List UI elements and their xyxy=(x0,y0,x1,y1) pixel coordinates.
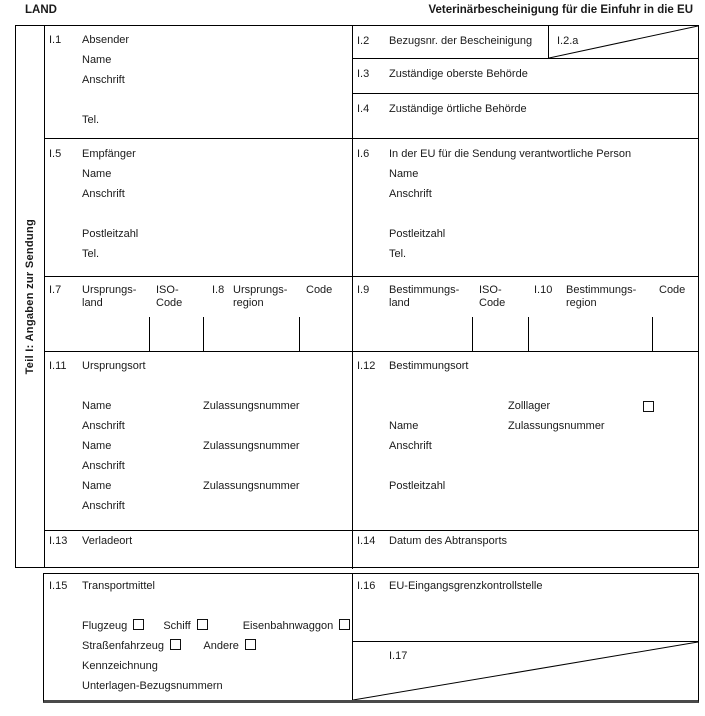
field-number-i10: I.10 xyxy=(534,284,553,296)
part1-label: Teil I: Angaben zur Sendung xyxy=(24,218,36,375)
field-number-i1: I.1 xyxy=(49,34,62,46)
i11-entry-row: Name Zulassungsnummer xyxy=(82,400,300,412)
i15-identification-label: Kennzeichnung xyxy=(82,660,158,672)
field-number-i15: I.15 xyxy=(49,580,68,592)
field-number-i16: I.16 xyxy=(357,580,376,592)
i9-country-label: Bestimmungs- land xyxy=(389,284,460,309)
country-label: LAND xyxy=(25,4,57,16)
cell-i16-entry-bip xyxy=(353,574,698,642)
cell-i6-responsible-person xyxy=(353,139,698,276)
ship-checkbox[interactable] xyxy=(197,619,208,630)
field-number-i17: I.17 xyxy=(389,650,408,662)
field-number-i2a: I.2.a xyxy=(557,35,579,47)
i12-postal-label: Postleitzahl xyxy=(389,480,446,492)
i10-region-label: Bestimmungs- region xyxy=(566,284,637,309)
field-number-i13: I.13 xyxy=(49,535,68,547)
field-number-i6: I.6 xyxy=(357,148,370,160)
i11-entry-row: Name Zulassungsnummer xyxy=(82,440,300,452)
i6-address-label: Anschrift xyxy=(389,188,432,200)
cell-i7-i8-origin xyxy=(44,277,353,351)
other-checkbox[interactable] xyxy=(245,639,256,650)
i15-doc-refs-label: Unterlagen-Bezugsnummern xyxy=(82,680,223,692)
field-number-i2: I.2 xyxy=(357,35,370,47)
i16-title: EU-Eingangsgrenzkontrollstelle xyxy=(389,580,543,592)
airplane-checkbox[interactable] xyxy=(133,619,144,630)
cell-i2-reference xyxy=(353,26,549,58)
cell-i14-departure-date xyxy=(353,531,698,569)
i1-title: Absender xyxy=(82,34,130,46)
i5-title: Empfänger xyxy=(82,148,136,160)
i2-title: Bezugsnr. der Bescheinigung xyxy=(389,35,533,47)
cell-i13-place-of-loading xyxy=(44,531,353,569)
i7-iso-code-label: ISO- Code xyxy=(156,284,183,309)
field-number-i14: I.14 xyxy=(357,535,376,547)
cell-i1-sender xyxy=(44,26,353,138)
i6-title: In der EU für die Sendung verantwortliche Person xyxy=(389,148,632,160)
i5-address-label: Anschrift xyxy=(82,188,125,200)
transport-option: Flugzeug xyxy=(82,620,144,632)
i12-title: Bestimmungsort xyxy=(389,360,469,372)
field-number-i8: I.8 xyxy=(212,284,225,296)
railway-wagon-checkbox[interactable] xyxy=(339,619,350,630)
column-divider xyxy=(299,317,300,351)
i10-code-label: Code xyxy=(659,284,686,296)
field-number-i5: I.5 xyxy=(49,148,62,160)
i14-title: Datum des Abtransports xyxy=(389,535,508,547)
transport-option: Straßenfahrzeug xyxy=(82,640,181,652)
cell-i2a xyxy=(549,26,698,58)
i12-customs-warehouse-label: Zolllager xyxy=(508,400,551,412)
i1-tel-label: Tel. xyxy=(82,114,100,126)
road-vehicle-checkbox[interactable] xyxy=(170,639,181,650)
i8-code-label: Code xyxy=(306,284,333,296)
transport-option: Andere xyxy=(203,640,255,652)
transport-option: Schiff xyxy=(163,620,207,632)
i4-title: Zuständige örtliche Behörde xyxy=(389,103,527,115)
column-divider xyxy=(528,317,529,351)
i6-postal-label: Postleitzahl xyxy=(389,228,446,240)
part1-sidebar xyxy=(16,26,45,567)
field-number-i3: I.3 xyxy=(357,68,370,80)
i13-title: Verladeort xyxy=(82,535,133,547)
cell-i3-central-authority xyxy=(353,59,698,94)
column-divider xyxy=(652,317,653,351)
i11-entry-row: Name Zulassungsnummer xyxy=(82,480,300,492)
cell-i12-place-of-destination xyxy=(353,352,698,530)
i8-region-label: Ursprungs- region xyxy=(233,284,288,309)
field-number-i4: I.4 xyxy=(357,103,370,115)
i11-title: Ursprungsort xyxy=(82,360,146,372)
i9-iso-code-label: ISO- Code xyxy=(479,284,506,309)
i11-entry-row: Anschrift xyxy=(82,460,125,472)
form-title: Veterinärbescheinigung für die Einfuhr in die EU xyxy=(428,4,693,16)
i11-entry-row: Anschrift xyxy=(82,420,125,432)
i6-name-label: Name xyxy=(389,168,419,180)
i1-address-label: Anschrift xyxy=(82,74,125,86)
i5-name-label: Name xyxy=(82,168,112,180)
customs-warehouse-checkbox[interactable] xyxy=(643,401,654,412)
cell-i17 xyxy=(353,642,698,700)
i1-name-label: Name xyxy=(82,54,112,66)
column-divider xyxy=(472,317,473,351)
i6-tel-label: Tel. xyxy=(389,248,407,260)
column-divider xyxy=(149,317,150,351)
cell-i4-local-authority xyxy=(353,94,698,138)
part1-table xyxy=(15,25,699,568)
i3-title: Zuständige oberste Behörde xyxy=(389,68,528,80)
i12-address-label: Anschrift xyxy=(389,440,432,452)
i15-title: Transportmittel xyxy=(82,580,155,592)
field-number-i12: I.12 xyxy=(357,360,376,372)
field-number-i7: I.7 xyxy=(49,284,62,296)
i11-entry-row: Anschrift xyxy=(82,500,125,512)
column-divider xyxy=(203,317,204,351)
i12-name-label: Name xyxy=(389,420,419,432)
field-number-i11: I.11 xyxy=(49,360,67,372)
transport-table xyxy=(43,573,699,703)
cell-i11-place-of-origin xyxy=(44,352,353,530)
i12-approval-label: Zulassungsnummer xyxy=(508,420,605,432)
i7-country-label: Ursprungs- land xyxy=(82,284,137,309)
cell-i9-i10-destination xyxy=(353,277,698,351)
cell-i15-means-of-transport xyxy=(44,574,353,700)
i5-tel-label: Tel. xyxy=(82,248,100,260)
i5-postal-label: Postleitzahl xyxy=(82,228,139,240)
field-number-i9: I.9 xyxy=(357,284,370,296)
cell-i5-consignee xyxy=(44,139,353,276)
transport-option: Eisenbahnwaggon xyxy=(243,620,351,632)
